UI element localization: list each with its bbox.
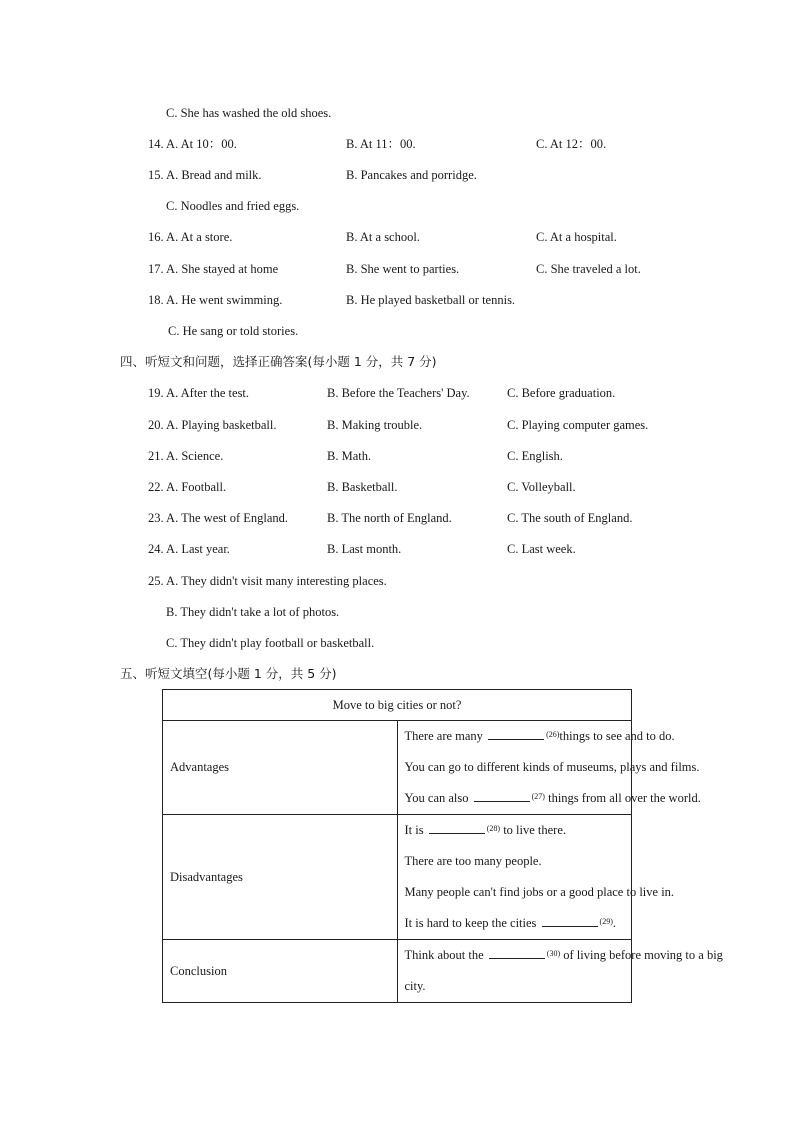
q24-option-c: C. Last week. — [507, 542, 576, 556]
q22-option-b: B. Basketball. — [327, 480, 398, 494]
q18-option-a: 18. A. He went swimming. — [148, 293, 283, 307]
q17-option-a: 17. A. She stayed at home — [148, 262, 279, 276]
conclusion-line-2: city. — [404, 979, 426, 993]
disadvantage-line-3: Many people can't find jobs or a good place to live in. — [404, 885, 675, 899]
blank-26-number: (26) — [546, 730, 560, 739]
q16-option-b: B. At a school. — [346, 230, 420, 244]
disadvantages-cell — [397, 815, 675, 940]
q23-option-b: B. The north of England. — [327, 511, 452, 525]
con1-text-after: of living before moving to a big — [563, 948, 723, 962]
advantage-line-3 — [398, 783, 701, 814]
q17-option-b: B. She went to parties. — [346, 262, 460, 276]
q15-option-b: B. Pancakes and porridge. — [346, 168, 477, 182]
blank-27-number: (27) — [531, 792, 545, 801]
table-title: Move to big cities or not? — [163, 690, 632, 721]
blank-27[interactable] — [474, 789, 530, 802]
section-5-heading: 五、听短文填空(每小题 1 分，共 5 分) — [120, 666, 337, 681]
q16-option-a: 16. A. At a store. — [148, 230, 233, 244]
advantages-cell — [397, 721, 701, 815]
q21-option-b: B. Math. — [327, 449, 372, 463]
q23-option-a: 23. A. The west of England. — [148, 511, 289, 525]
q16-option-c: C. At a hospital. — [536, 230, 617, 244]
q22-option-c: C. Volleyball. — [507, 480, 576, 494]
q19-option-c: C. Before graduation. — [507, 386, 616, 400]
q21-option-a: 21. A. Science. — [148, 449, 224, 463]
q15-option-a: 15. A. Bread and milk. — [148, 168, 262, 182]
blank-28[interactable] — [429, 821, 485, 834]
blank-30[interactable] — [489, 946, 545, 959]
con1-text: Think about the — [404, 948, 484, 962]
q20-option-c: C. Playing computer games. — [507, 418, 649, 432]
q18-option-c: C. He sang or told stories. — [168, 324, 299, 338]
q20-option-a: 20. A. Playing basketball. — [148, 418, 277, 432]
adv1-text-after: things to see and to do. — [559, 729, 675, 743]
blank-29[interactable] — [542, 914, 598, 927]
fill-in-table — [162, 689, 723, 1003]
blank-26[interactable] — [488, 727, 544, 740]
blank-28-number: (28) — [486, 824, 501, 833]
q19-option-b: B. Before the Teachers' Day. — [327, 386, 470, 400]
dis4-text: It is hard to keep the cities — [404, 916, 537, 930]
q18-option-b: B. He played basketball or tennis. — [346, 293, 516, 307]
dis4-text-after: . — [612, 916, 616, 930]
q17-option-c: C. She traveled a lot. — [536, 262, 641, 276]
q24-option-a: 24. A. Last year. — [148, 542, 230, 556]
q25-option-a: 25. A. They didn't visit many interesting places. — [148, 574, 387, 588]
conclusion-label: Conclusion — [163, 940, 398, 1003]
q14-option-c: C. At 12：00. — [536, 137, 607, 151]
blank-30-number: (30) — [546, 949, 561, 958]
q14-option-b: B. At 11：00. — [346, 137, 416, 151]
conclusion-cell — [397, 940, 723, 1003]
adv1-text: There are many — [404, 729, 483, 743]
dis1-text: It is — [404, 823, 424, 837]
q24-option-b: B. Last month. — [327, 542, 402, 556]
q25-option-b: B. They didn't take a lot of photos. — [166, 605, 340, 619]
disadvantage-line-4 — [398, 908, 632, 939]
conclusion-line-1 — [398, 940, 723, 971]
q23-option-c: C. The south of England. — [507, 511, 633, 525]
disadvantages-label: Disadvantages — [163, 815, 398, 940]
adv3-text-after: things from all over the world. — [548, 791, 701, 805]
disadvantage-line-1 — [398, 815, 632, 846]
dis1-text-after: to live there. — [503, 823, 567, 837]
q22-option-a: 22. A. Football. — [148, 480, 227, 494]
q25-option-c: C. They didn't play football or basketball. — [166, 636, 375, 650]
blank-29-number: (29) — [599, 917, 613, 926]
q14-option-a: 14. A. At 10：00. — [148, 137, 237, 151]
advantage-line-1 — [398, 721, 675, 752]
adv3-text: You can also — [404, 791, 469, 805]
section-4-heading: 四、听短文和问题，选择正确答案(每小题 1 分，共 7 分) — [120, 354, 437, 369]
advantages-label: Advantages — [163, 721, 398, 815]
q15-option-c: C. Noodles and fried eggs. — [166, 199, 300, 213]
q21-option-c: C. English. — [507, 449, 563, 463]
disadvantage-line-2: There are too many people. — [404, 854, 542, 868]
advantage-line-2: You can go to different kinds of museums, plays and films. — [404, 760, 700, 774]
q20-option-b: B. Making trouble. — [327, 418, 423, 432]
q19-option-a: 19. A. After the test. — [148, 386, 250, 400]
q13-option-c: C. She has washed the old shoes. — [166, 106, 332, 120]
